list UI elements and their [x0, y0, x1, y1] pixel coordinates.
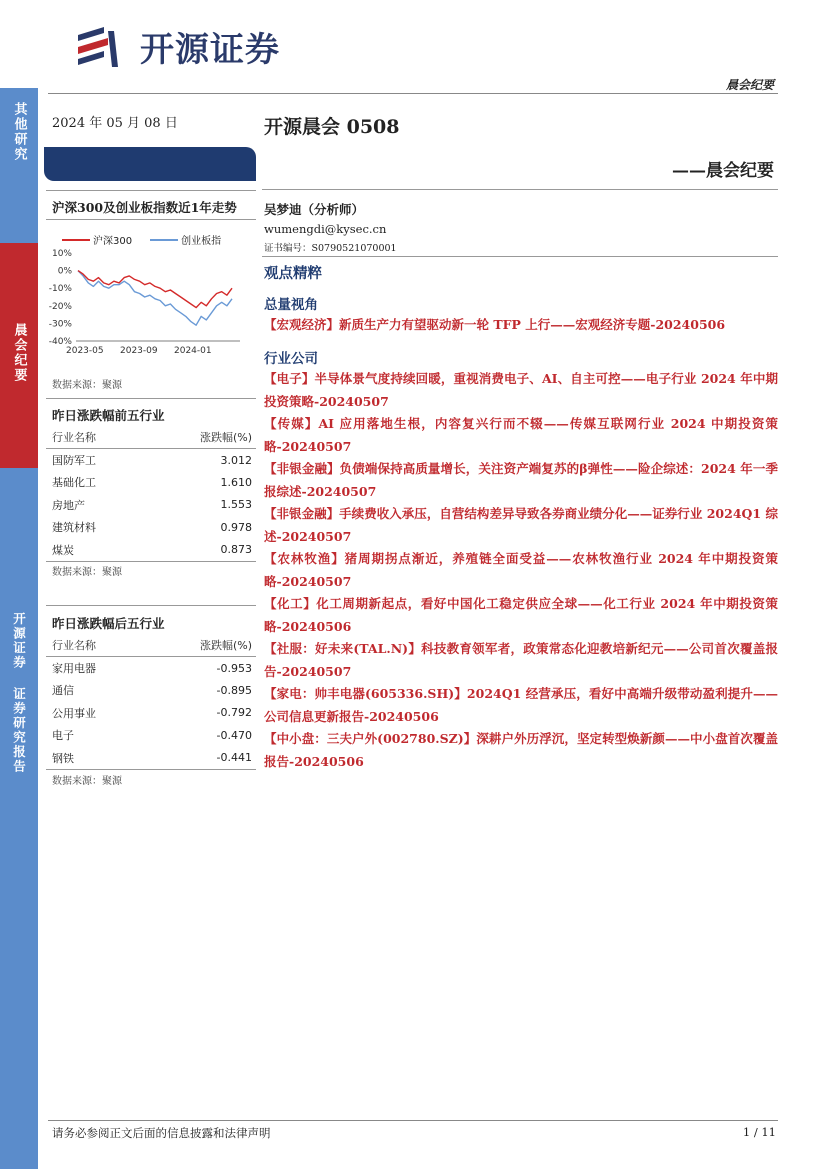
report-item-link[interactable]: 【非银金融】负债端保持高质量增长，关注资产端复苏的β弹性——险企综述：2024 年一季报综述-20240507 [264, 461, 778, 499]
analyst-certificate: 证书编号：S0790521070001 [264, 243, 397, 254]
table-row [46, 471, 256, 494]
sidebar-strip [0, 88, 38, 1169]
industry-change: -0.441 [144, 747, 256, 770]
sidebar-label-morning-notes: 晨会纪要 [11, 323, 27, 383]
chart-source: 数据来源：聚源 [52, 380, 122, 391]
report-item-link[interactable]: 【中小盘：三夫户外(002780.SZ)】深耕户外历浮沉，坚定转型焕新颜——中小盘首次覆盖报告-20240506 [264, 731, 778, 769]
y-tick-label: -40% [48, 337, 72, 347]
header-tag: 晨会纪要 [725, 78, 774, 92]
date-banner [44, 147, 256, 181]
col-change: 涨跌幅(%) [144, 634, 256, 657]
document-title: 开源晨会 0508 [264, 116, 400, 138]
y-tick-label: 10% [51, 249, 72, 259]
analyst-name: 吴梦迪（分析师） [264, 202, 365, 217]
industry-change: -0.792 [216, 706, 252, 720]
industry-name: 电子 [52, 729, 74, 743]
report-item-link[interactable]: 【宏观经济】新质生产力有望驱动新一轮 TFP 上行——宏观经济专题-20240506 [264, 317, 726, 332]
y-tick-label: 0% [57, 266, 72, 277]
industry-change: -0.470 [216, 728, 252, 742]
col-industry: 行业名称 [46, 426, 144, 449]
highlights-heading: 观点精粹 [264, 265, 322, 282]
section-industry-heading: 行业公司 [264, 351, 318, 367]
industry-change: 3.012 [220, 453, 252, 467]
industry-name: 公用事业 [52, 706, 96, 720]
table-row [46, 747, 256, 770]
divider [46, 605, 256, 606]
industry-change: 1.553 [220, 498, 252, 512]
legend-swatch-red [62, 239, 90, 241]
bottom5-table [46, 634, 256, 770]
series-line-hs300 [78, 271, 232, 308]
top5-table [46, 426, 256, 562]
table-row [46, 702, 256, 725]
industry-change: 1.610 [220, 475, 252, 489]
page-number: 1 / 11 [742, 1125, 776, 1139]
divider [46, 219, 256, 220]
sidebar-label-report-type: 开源证券 证券研究报告 [11, 612, 27, 774]
document-subtitle: ——晨会纪要 [672, 161, 774, 181]
industry-change: -0.895 [216, 683, 252, 697]
analyst-email[interactable]: wumengdi@kysec.cn [264, 222, 387, 236]
divider [46, 190, 256, 191]
header-divider [48, 93, 778, 94]
section-industry-items [264, 368, 778, 773]
chart-title: 沪深300及创业板指数近1年走势 [52, 200, 237, 215]
legend-label: 创业板指 [181, 236, 222, 247]
divider [262, 256, 778, 257]
x-tick-label: 2023-05 [66, 346, 104, 356]
table-row [46, 657, 256, 680]
report-item-link[interactable]: 【社服：好未来(TAL.N)】科技教育领军者，政策常态化迎教培新纪元——公司首次覆盖报告-20240507 [264, 641, 778, 679]
footer-divider [48, 1120, 778, 1121]
y-tick-label: -20% [48, 301, 72, 312]
industry-name: 煤炭 [46, 539, 144, 562]
report-item-link[interactable]: 【电子】半导体景气度持续回暖，重视消费电子、AI、自主可控——电子行业 2024 年中期投资策略-20240507 [264, 371, 778, 409]
report-date: 2024 年 05 月 08 日 [52, 116, 178, 131]
footer-disclaimer: 请务必参阅正文后面的信息披露和法律声明 [52, 1126, 271, 1140]
y-tick-label: -10% [48, 284, 72, 295]
divider [46, 398, 256, 399]
index-trend-chart [44, 245, 256, 365]
industry-name: 钢铁 [46, 747, 144, 770]
col-industry: 行业名称 [46, 634, 144, 657]
col-change: 涨跌幅(%) [144, 426, 256, 449]
section-macro-heading: 总量视角 [264, 297, 318, 313]
x-tick-label: 2024-01 [174, 346, 212, 356]
x-tick-label: 2023-09 [120, 346, 158, 356]
report-item-link[interactable]: 【非银金融】手续费收入承压，自营结构差异导致各券商业绩分化——证券行业 2024Q1 综述-20240507 [264, 506, 778, 544]
industry-change: 0.978 [220, 520, 252, 534]
industry-name: 家用电器 [52, 662, 96, 675]
y-tick-label: -30% [48, 319, 72, 330]
bottom5-source: 数据来源：聚源 [52, 776, 122, 787]
sidebar-label-other-research: 其他研究 [11, 102, 27, 162]
brand-name: 开源证券 [140, 30, 280, 70]
industry-name: 建筑材料 [52, 521, 96, 535]
table-row [46, 494, 256, 517]
industry-name: 基础化工 [52, 476, 96, 490]
report-item-link[interactable]: 【农林牧渔】猪周期拐点渐近，养殖链全面受益——农林牧渔行业 2024 年中期投资策略-20240507 [264, 551, 778, 589]
legend-label: 沪深300 [93, 236, 133, 247]
table-row [46, 724, 256, 747]
top5-title: 昨日涨跌幅前五行业 [52, 408, 165, 423]
top5-source: 数据来源：聚源 [52, 567, 122, 578]
table-row [46, 539, 256, 562]
brand-logo-icon [74, 23, 134, 71]
industry-name: 房地产 [52, 498, 85, 512]
industry-name: 国防军工 [52, 454, 96, 467]
table-row [46, 679, 256, 702]
table-row [46, 449, 256, 472]
report-item-link[interactable]: 【化工】化工周期新起点，看好中国化工稳定供应全球——化工行业 2024 年中期投资策略-20240506 [264, 596, 778, 634]
series-line-chinext [78, 271, 232, 326]
report-item-link[interactable]: 【家电：帅丰电器(605336.SH)】2024Q1 经营承压，看好中高端升级带动盈利提升——公司信息更新报告-20240506 [264, 686, 778, 724]
industry-change: 0.873 [144, 539, 256, 562]
bottom5-title: 昨日涨跌幅后五行业 [52, 616, 165, 631]
legend-swatch-blue [150, 239, 178, 241]
divider [262, 189, 778, 190]
table-row [46, 516, 256, 539]
report-item-link[interactable]: 【传媒】AI 应用落地生根，内容复兴行而不辍——传媒互联网行业 2024 中期投资策略-20240507 [264, 416, 778, 454]
industry-change: -0.953 [216, 661, 252, 675]
brand-logo [74, 22, 280, 71]
section-macro-items [264, 314, 778, 337]
industry-name: 通信 [52, 684, 74, 698]
